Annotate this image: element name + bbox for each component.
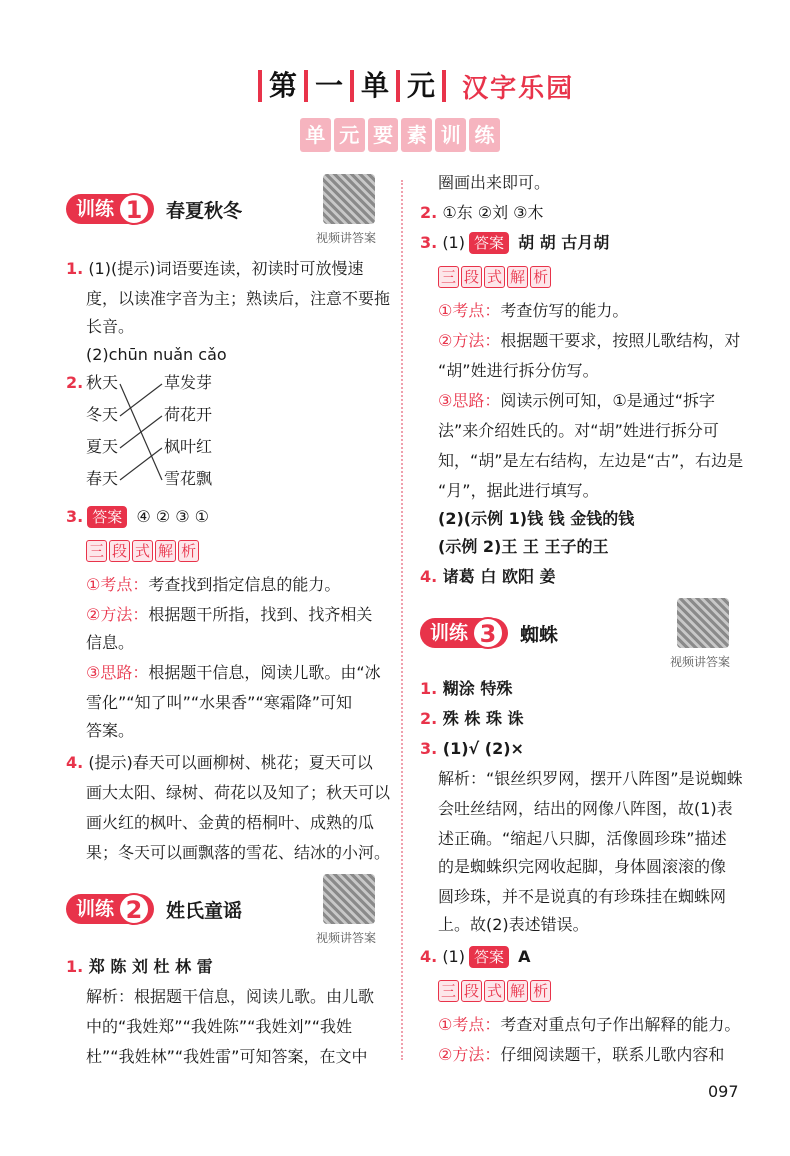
t2-q1-analysis: 杜”“我姓林”“我姓雷”可知答案，在文中: [86, 1047, 368, 1066]
match-left-3: 夏天: [86, 437, 119, 456]
q4-line: 画火红的枫叶、金黄的梧桐叶、成熟的瓜: [86, 813, 375, 832]
match-right-4: 雪花飘: [164, 469, 213, 488]
unit-name: 第 一 单 元: [258, 69, 446, 103]
answer-tag: 答案: [469, 232, 509, 254]
qr-code-icon[interactable]: [677, 598, 729, 648]
t3-q3: 3. (1)√ (2)×: [420, 739, 524, 758]
r-q2: 2. ①东 ②刘 ③木: [420, 203, 544, 222]
r-q3: 3. (1) 答案 胡 胡 古月胡: [420, 233, 610, 252]
analysis-method: ②方法：根据题干要求，按照儿歌结构，对: [438, 331, 741, 350]
analysis-method: “胡”姓进行拆分仿写。: [438, 361, 599, 380]
t3-q3-analysis: 上。故(2)表述错误。: [438, 915, 589, 934]
training-1-heading: 训练 1 春夏秋冬: [66, 192, 242, 226]
analysis-method: ②方法：根据题干所指，找到、找齐相关: [86, 605, 373, 624]
analysis-point: ①考点：考查仿写的能力。: [438, 301, 629, 320]
video-answer-label: 视频讲答案: [670, 655, 731, 669]
analysis-thinking: ③思路：阅读示例可知，①是通过“拆字: [438, 391, 715, 410]
t3-q3-analysis: 的是蜘蛛织完网收起脚，身体圆滚滚的像: [438, 857, 727, 876]
answer-tag: 答案: [469, 946, 509, 968]
section-banner: 单 元 要 素 训 练: [300, 118, 500, 152]
analysis-point: ①考点：考查对重点句子作出解释的能力。: [438, 1015, 741, 1034]
analysis-tag: 三 段 式 解 析: [86, 540, 199, 562]
match-right-2: 荷花开: [164, 405, 213, 424]
qr-code-icon[interactable]: [323, 174, 375, 224]
analysis-thinking: 知，“胡”是左右结构，左边是“古”，右边是: [438, 451, 744, 470]
q4-line: 画大太阳、绿树、荷花以及知了；秋天可以: [86, 783, 391, 802]
t3-q3-analysis: 会吐丝结网，结出的网像八阵图，故(1)表: [438, 799, 733, 818]
t2-q1: 1. 郑 陈 刘 杜 林 雷: [66, 957, 213, 976]
r-q3-2: (2)(示例 1)钱 钱 金钱的钱: [438, 509, 635, 528]
q4-line: 果；冬天可以画飘落的雪花、结冰的小河。: [86, 843, 391, 862]
match-left-4: 春天: [86, 469, 119, 488]
match-right-3: 枫叶红: [164, 437, 213, 456]
analysis-thinking: ③思路：根据题干信息，阅读儿歌。由“冰: [86, 663, 381, 682]
analysis-thinking: 法”来介绍姓氏的。对“胡”姓进行拆分可: [438, 421, 719, 440]
column-divider: [401, 180, 403, 1060]
match-left-1: 秋天: [86, 373, 119, 392]
analysis-thinking: 答案。: [86, 721, 135, 740]
video-answer-label: 视频讲答案: [316, 931, 377, 945]
unit-title: [258, 66, 574, 106]
qr-code-icon[interactable]: [323, 874, 375, 924]
right-continuation: 圈画出来即可。: [438, 173, 551, 192]
t3-q3-analysis: 解析：“银丝织罗网，摆开八阵图”是说蜘蛛: [438, 769, 743, 788]
answer-tag: 答案: [87, 506, 127, 528]
t3-q1: 1. 糊涂 特殊: [420, 679, 513, 698]
matching-lines: [118, 368, 164, 496]
page-number: 097: [708, 1082, 739, 1101]
analysis-tag: 三 段 式 解 析: [438, 980, 551, 1002]
analysis-method: 信息。: [86, 633, 135, 652]
training-2-heading: 训练 2 姓氏童谣: [66, 892, 242, 926]
analysis-thinking: “月”，据此进行填写。: [438, 481, 599, 500]
q4-line: 4. (提示)春天可以画柳树、桃花；夏天可以: [66, 753, 373, 772]
analysis-method: ②方法：仔细阅读题干，联系儿歌内容和: [438, 1045, 725, 1064]
q1-line: 度，以读准字音为主；熟读后，注意不要拖: [86, 289, 391, 308]
r-q4: 4. 诸葛 白 欧阳 姜: [420, 567, 556, 586]
t3-q3-analysis: 圆珍珠，并不是说真的有珍珠挂在蜘蛛网: [438, 887, 727, 906]
q2-number: 2.: [66, 373, 84, 392]
analysis-tag: 三 段 式 解 析: [438, 266, 551, 288]
match-left-2: 冬天: [86, 405, 119, 424]
t3-q4: 4. (1) 答案 A: [420, 947, 531, 966]
t3-q3-analysis: 述正确。“缩起八只脚，活像圆珍珠”描述: [438, 829, 727, 848]
training-3-heading: 训练 3 蜘蛛: [420, 616, 558, 650]
q1-line: 长音。: [86, 317, 135, 336]
analysis-thinking: 雪化”“知了叫”“水果香”“寒霜降”可知: [86, 693, 353, 712]
q1-line: 1. (1)(提示)词语要连读，初读时可放慢速: [66, 259, 364, 278]
t2-q1-analysis: 解析：根据题干信息，阅读儿歌。由儿歌: [86, 987, 375, 1006]
match-right-1: 草发芽: [164, 373, 213, 392]
analysis-point: ①考点：考查找到指定信息的能力。: [86, 575, 341, 594]
t2-q1-analysis: 中的“我姓郑”“我姓陈”“我姓刘”“我姓: [86, 1017, 353, 1036]
q3-answer: 3. 答案 ④ ② ③ ①: [66, 507, 209, 526]
r-q3-2: (示例 2)王 王 王子的王: [438, 537, 609, 556]
video-answer-label: 视频讲答案: [316, 231, 377, 245]
q1-pinyin: (2)chūn nuǎn cǎo: [86, 345, 227, 364]
unit-subtitle: 汉字乐园: [462, 73, 575, 104]
t3-q2: 2. 殊 株 珠 诛: [420, 709, 524, 728]
